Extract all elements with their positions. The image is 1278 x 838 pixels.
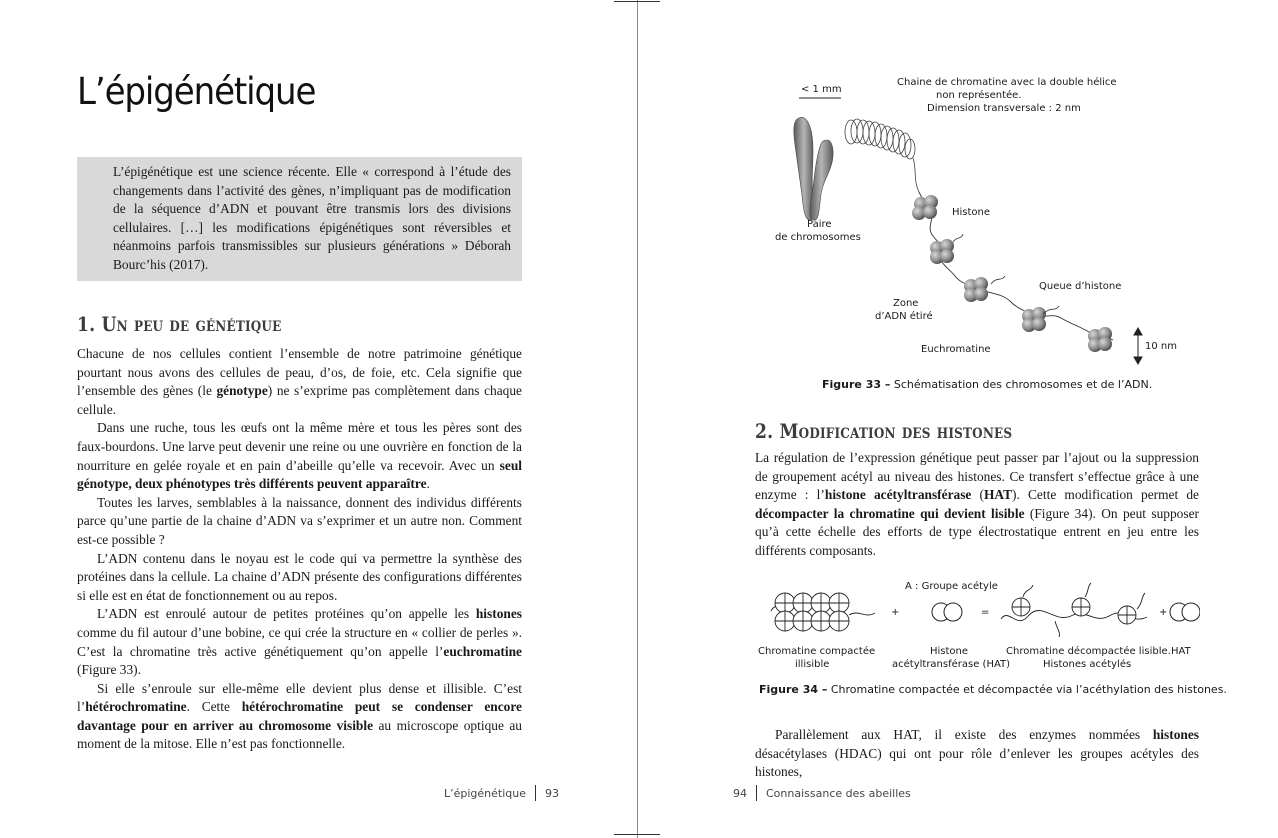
- crop-mark-top: [614, 1, 660, 2]
- zone-label-2: d’ADN étiré: [875, 311, 933, 322]
- section-2-paragraph: La régulation de l’expression génétique peut passer par l’ajout ou la suppression de groupement acétyl au niveau des histones. Ce transfert s’effectue grâce à une enzyme : l’histone acétyltransférase (HAT). Cette modification permet de décompacter la chromatine qui devient lisible (Figure 34). On peut supposer qu’à cette échelle des efforts de type électrostatique entrent en jeu entre les différents composants.: [755, 450, 1199, 558]
- decompacted-label-2: Histones acétylés: [1043, 659, 1132, 670]
- left-body-text: [77, 345, 522, 754]
- chain-label-1: Chaine de chromatine avec la double hélice: [897, 77, 1117, 88]
- figure-33-illustration: [755, 70, 1200, 370]
- hat-label-short: HAT: [1171, 646, 1191, 657]
- paragraph-6: Si elle s’enroule sur elle-même elle devient plus dense et illisible. C’est l’hétérochromatine. Cette hétérochromatine peut se condenser encore davantage pour en arriver au chromosome visible au microscope optique au moment de la mitose. Elle n’est pas fonctionnelle.: [77, 680, 522, 752]
- euchromatin-label: Euchromatine: [921, 344, 991, 355]
- pair-label-1: Paire: [807, 219, 832, 230]
- page-gutter: [637, 0, 638, 838]
- crop-mark-bottom: [614, 834, 660, 835]
- dna-thread: [919, 192, 1113, 340]
- zone-label-1: Zone: [893, 298, 919, 309]
- size-label: 10 nm: [1145, 341, 1177, 352]
- pair-label-2: de chromosomes: [775, 232, 861, 243]
- figure-34-illustration: [755, 575, 1200, 675]
- page-number-right: 94: [733, 786, 747, 800]
- section-2-heading: 2. Modification des histones: [755, 419, 1013, 443]
- decompacted-chromatin-icon: [1001, 583, 1147, 637]
- nucleosome-4: [1022, 307, 1046, 332]
- plus-sign-2: +: [1159, 607, 1168, 618]
- paragraph-3: Toutes les larves, semblables à la naissance, donnent des individus différents parce qu’une partie de la chaine d’ADN va s’exprimer et un autre non. Comment est-ce possible ?: [77, 494, 522, 547]
- paragraph-2: Dans une ruche, tous les œufs ont la même mère et tous les pères sont des faux-bourdons. Une larve peut devenir une reine ou une ouvrière en fonction de la nourriture en gelée royale et en pain d’abeille qu’elle va recevoir. Avec un seul génotype, deux phénotypes très différents peuvent apparaître.: [77, 420, 522, 492]
- compact-label-1: Chromatine compactée: [758, 646, 876, 657]
- hat-label-2: acétyltransférase (HAT): [892, 659, 1011, 670]
- paragraph-1: Chacune de nos cellules contient l’ensemble de notre patrimoine génétique pourtant nous avons des cellules de peau, d’os, de foie, etc. Cela signifie que l’ensemble des gènes (le génotype) ne s’exprime pas complètement dans chaque cellule.: [77, 346, 522, 417]
- section-1-heading: 1. Un peu de génétique: [77, 312, 282, 336]
- hdac-paragraph: Parallèlement aux HAT, il existe des enzymes nommées histones désacétylases (HDAC) qui ont pour rôle d’enlever les groupes acétyles des histones,: [755, 727, 1199, 780]
- nucleosome-1: [912, 195, 938, 220]
- compact-chromatin-icon: [771, 593, 875, 631]
- nucleosome-3: [964, 277, 988, 302]
- running-title-right: Connaissance des abeilles: [766, 786, 911, 800]
- plus-sign-1: +: [891, 607, 900, 618]
- hat-enzyme-icon: [932, 603, 962, 621]
- page-title: L’épigénétique: [77, 70, 316, 113]
- histone-tails: [953, 234, 1059, 314]
- nucleosome-2: [930, 239, 954, 264]
- right-body-text: [755, 449, 1199, 561]
- hat-label-1: Histone: [930, 646, 969, 657]
- paragraph-4: L’ADN contenu dans le noyau est le code qui va permettre la synthèse des protéines dans la cellule. La chaine d’ADN présente des configurations différentes si elle est en état de fonctionnement ou au repos.: [77, 550, 522, 603]
- chromosome-pair-icon: [794, 117, 833, 220]
- page-number-left: 93: [545, 786, 560, 800]
- size-arrow: [1134, 328, 1142, 364]
- running-title-left: L’épigénétique: [444, 786, 527, 800]
- footer-left: [444, 785, 559, 801]
- figure-33-caption: Figure 33 – Schématisation des chromosomes et de l’ADN.: [822, 378, 1153, 391]
- equals-sign: =: [981, 607, 990, 618]
- acetyl-group-label: A : Groupe acétyle: [905, 581, 998, 592]
- figure-34-caption: Figure 34 – Chromatine compactée et décompactée via l’acéthylation des histones.: [759, 683, 1227, 696]
- footer-divider-right: [756, 785, 757, 801]
- histone-label: Histone: [952, 207, 991, 218]
- right-body-text-2: [755, 726, 1199, 782]
- footer-divider: [535, 785, 536, 801]
- footer-right: [733, 785, 911, 801]
- compact-label-2: illisible: [795, 659, 830, 670]
- paragraph-5: L’ADN est enroulé autour de petites protéines qu’on appelle les histones comme du fil autour d’une bobine, ce qui crée la structure en « collier de perles ». C’est la chromatine très active génétiquement qu’on appelle l’euchromatine (Figure 33).: [77, 606, 522, 678]
- chain-label-3: Dimension transversale : 2 nm: [927, 103, 1081, 114]
- decompacted-label-1: Chromatine décompactée lisible.: [1006, 646, 1171, 657]
- histone-tail-label: Queue d’histone: [1039, 281, 1122, 292]
- chromatin-coil: [845, 119, 919, 192]
- chain-label-2: non représentée.: [936, 90, 1022, 101]
- quote-box: [77, 157, 522, 281]
- nucleosome-5: [1088, 327, 1112, 352]
- hat-enzyme-icon-2: [1170, 603, 1200, 621]
- quote-text: L’épigénétique est une science récente. Elle « correspond à l’étude des changements dans l’activité des gènes, n’impliquant pas de modification de la séquence d’ADN et pouvant être transmis lors des divisions cellulaires. […] les modifications épigénétiques sont réversibles et néanmoins parfois transmissibles sur plusieurs générations » Déborah Bourc’his (2017).: [113, 164, 511, 272]
- scale-label: < 1 mm: [801, 84, 842, 95]
